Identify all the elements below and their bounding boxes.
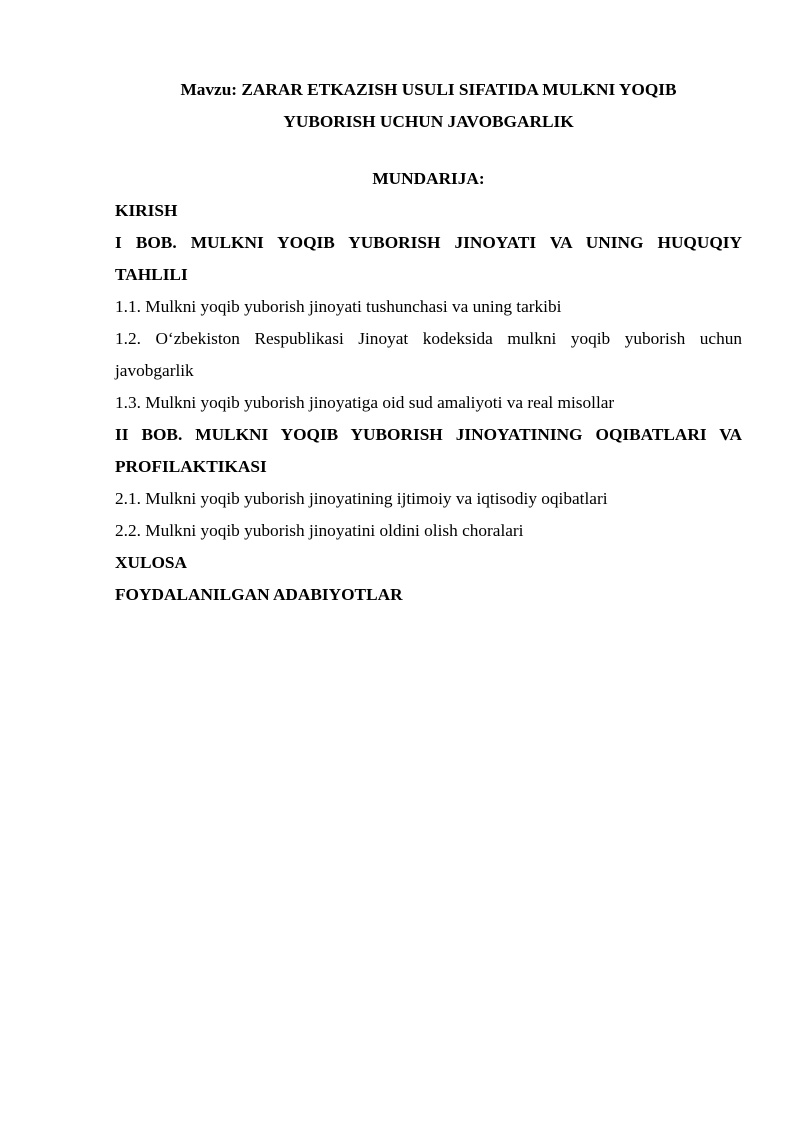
toc-section-1-1: 1.1. Mulkni yoqib yuborish jinoyati tushunchasi va uning tarkibi (115, 297, 562, 316)
toc-chapter-1-line-2: TAHLILI (115, 265, 188, 284)
toc-section-1-2-line-2: javobgarlik (115, 361, 194, 380)
document-title-line-1: Mavzu: ZARAR ETKAZISH USULI SIFATIDA MULKNI YOQIB (180, 80, 677, 99)
toc-chapter-2-line-1: II BOB. MULKNI YOQIB YUBORISH JINOYATINING OQIBATLARI VA (115, 425, 742, 444)
toc-chapter-1-line-1: I BOB. MULKNI YOQIB YUBORISH JINOYATI VA UNING HUQUQIY (115, 233, 742, 252)
spacer (115, 138, 742, 163)
document-title-line-2: YUBORISH UCHUN JAVOBGARLIK (283, 112, 574, 131)
toc-section-2-2: 2.2. Mulkni yoqib yuborish jinoyatini oldini olish choralari (115, 521, 524, 540)
toc-conclusion: XULOSA (115, 553, 188, 572)
toc-section-1-2-line-1: 1.2. O‘zbekiston Respublikasi Jinoyat kodeksida mulkni yoqib yuborish uchun (115, 329, 742, 348)
toc-intro: KIRISH (115, 201, 178, 220)
toc-section-1-3: 1.3. Mulkni yoqib yuborish jinoyatiga oid sud amaliyoti va real misollar (115, 393, 615, 412)
toc-section-2-1: 2.1. Mulkni yoqib yuborish jinoyatining ijtimoiy va iqtisodiy oqibatlari (115, 489, 608, 508)
toc-chapter-2-line-2: PROFILAKTIKASI (115, 457, 267, 476)
toc-references: FOYDALANILGAN ADABIYOTLAR (115, 585, 403, 604)
document-page (115, 74, 742, 611)
toc-heading: MUNDARIJA: (372, 169, 485, 188)
